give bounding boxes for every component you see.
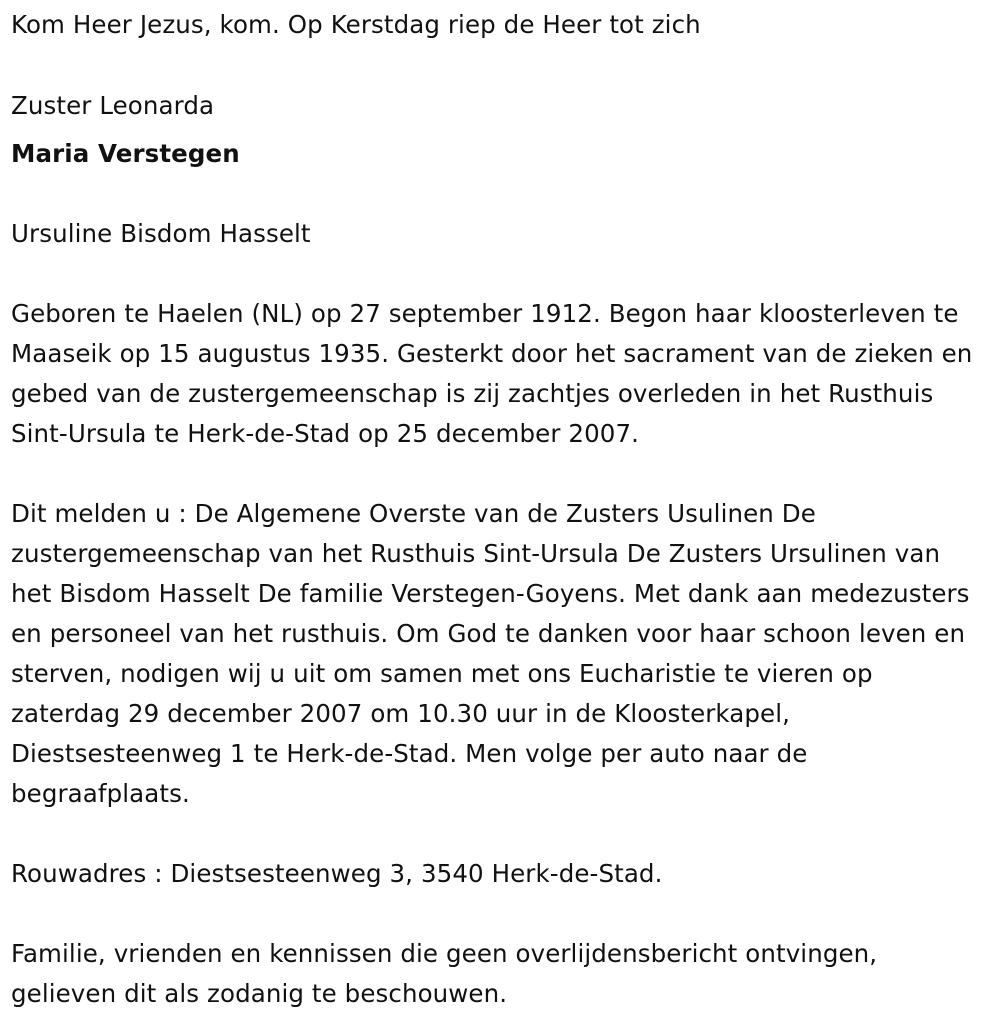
opening-line: Kom Heer Jezus, kom. Op Kerstdag riep de Heer tot zich [11, 10, 701, 39]
mourning-address: Rouwadres : Diestsesteenweg 3, 3540 Herk-de-Stad. [11, 859, 663, 888]
full-name: Maria Verstegen [11, 139, 240, 168]
religious-name: Zuster Leonarda [11, 91, 215, 120]
congregation: Ursuline Bisdom Hasselt [11, 219, 311, 248]
closing-note: Familie, vrienden en kennissen die geen overlijdensbericht ontvingen, gelieven dit als zodanig te beschouwen. [11, 939, 878, 1008]
biography-paragraph: Geboren te Haelen (NL) op 27 september 1912. Begon haar kloosterleven te Maaseik op 15 augustus 1935. Gesterkt door het sacrament van de zieken en gebed van de zustergemeenschap is zij zachtjes overleden in het Rusthuis Sint-Ursula te Herk-de-Stad op 25 december 2007. [11, 299, 973, 448]
announcement-paragraph: Dit melden u : De Algemene Overste van de Zusters Usulinen De zustergemeenschap van het Rusthuis Sint-Ursula De Zusters Ursulinen van het Bisdom Hasselt De familie Verstegen-Goyens. Met dank aan medezusters en personeel van het rusthuis. Om God te danken voor haar schoon leven en sterven, nodigen wij u uit om samen met ons Eucharistie te vieren op zaterdag 29 december 2007 om 10.30 uur in de Kloosterkapel, Diestsesteenweg 1 te Herk-de-Stad. Men volge per auto naar de begraafplaats. [11, 499, 970, 808]
